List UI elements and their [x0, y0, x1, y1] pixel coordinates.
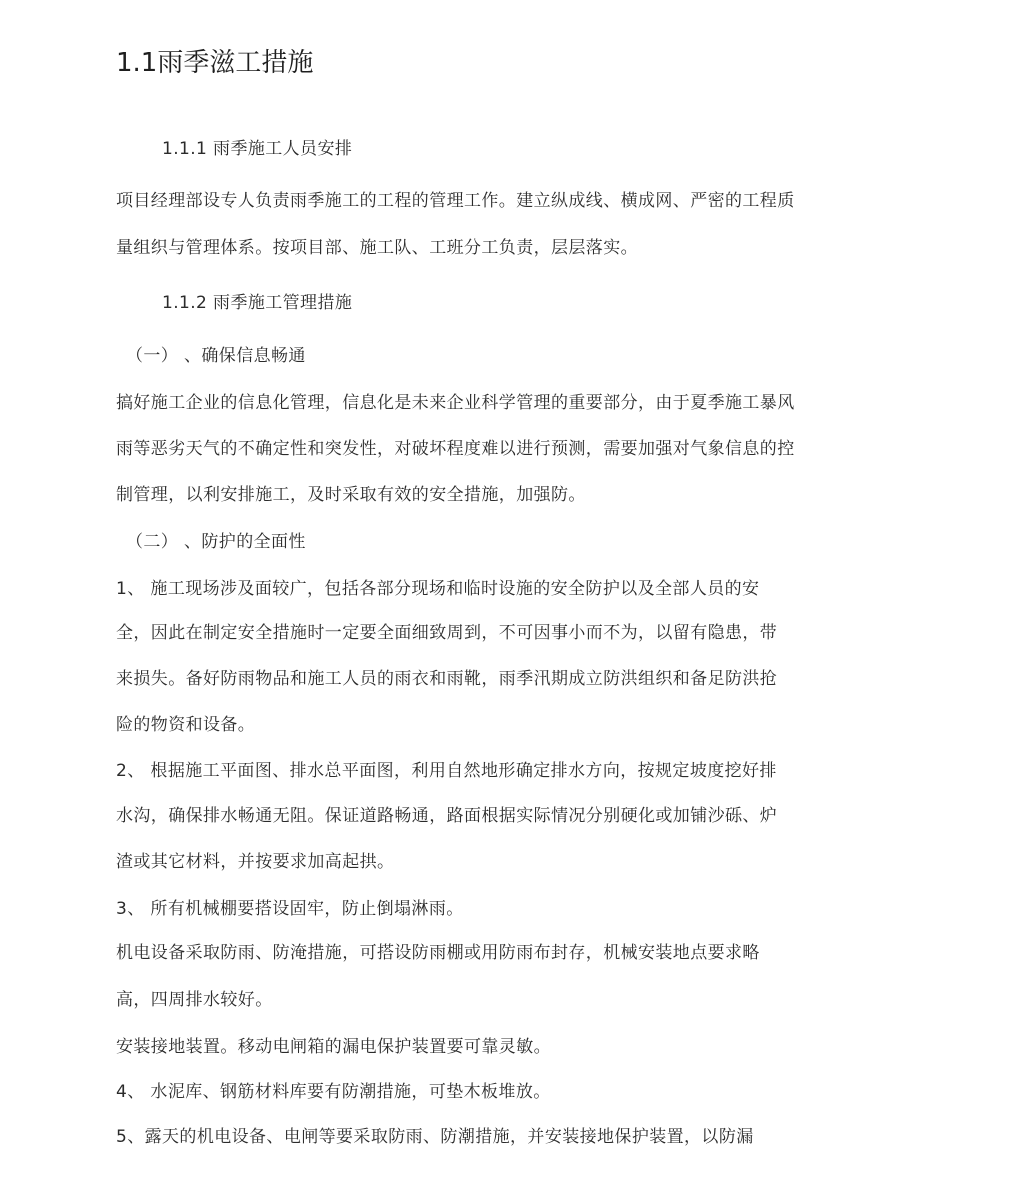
document-title: 1.1雨季滋工措施 — [116, 48, 314, 78]
paragraph-line: 项目经理部设专人负责雨季施工的工程的管理工作。建立纵成线、横成网、严密的工程质 — [116, 191, 795, 211]
list-item-line: 全，因此在制定安全措施时一定要全面细致周到，不可因事小而不为，以留有隐患，带 — [116, 623, 778, 643]
list-item-line: 2、 根据施工平面图、排水总平面图，利用自然地形确定排水方向，按规定坡度挖好排 — [116, 761, 777, 781]
paragraph-line: 制管理，以利安排施工，及时采取有效的安全措施，加强防。 — [116, 485, 586, 505]
list-item-line: 渣或其它材料，并按要求加高起拱。 — [116, 852, 395, 872]
list-item-line: 1、 施工现场涉及面较广，包括各部分现场和临时设施的安全防护以及全部人员的安 — [116, 579, 760, 599]
list-item-line: 来损失。备好防雨物品和施工人员的雨衣和雨靴，雨季汛期成立防洪组织和备足防洪抢 — [116, 669, 778, 689]
list-item-line: 机电设备采取防雨、防淹措施，可搭设防雨棚或用防雨布封存，机械安装地点要求略 — [116, 943, 760, 963]
subsection-heading-2: （二） 、防护的全面性 — [126, 532, 306, 552]
section-heading-1-1-2: 1.1.2 雨季施工管理措施 — [162, 293, 353, 313]
list-item-line: 4、 水泥库、钢筋材料库要有防潮措施，可垫木板堆放。 — [116, 1082, 551, 1102]
list-item-line: 险的物资和设备。 — [116, 715, 256, 735]
section-heading-1-1-1: 1.1.1 雨季施工人员安排 — [162, 139, 353, 159]
paragraph-line: 量组织与管理体系。按项目部、施工队、工班分工负责，层层落实。 — [116, 238, 638, 258]
paragraph-line: 搞好施工企业的信息化管理，信息化是未来企业科学管理的重要部分，由于夏季施工暴风 — [116, 393, 795, 413]
subsection-heading-1: （一） 、确保信息畅通 — [126, 346, 306, 366]
list-item-line: 水沟，确保排水畅通无阻。保证道路畅通，路面根据实际情况分别硬化或加铺沙砾、炉 — [116, 806, 778, 826]
paragraph-line: 雨等恶劣天气的不确定性和突发性，对破坏程度难以进行预测，需要加强对气象信息的控 — [116, 439, 795, 459]
list-item-line: 高，四周排水较好。 — [116, 990, 273, 1010]
list-item-line: 安装接地装置。移动电闸箱的漏电保护装置要可靠灵敏。 — [116, 1037, 551, 1057]
list-item-line: 5、露天的机电设备、电闸等要采取防雨、防潮措施，并安装接地保护装置，以防漏 — [116, 1127, 754, 1147]
list-item-line: 3、 所有机械棚要搭设固牢，防止倒塌淋雨。 — [116, 899, 464, 919]
